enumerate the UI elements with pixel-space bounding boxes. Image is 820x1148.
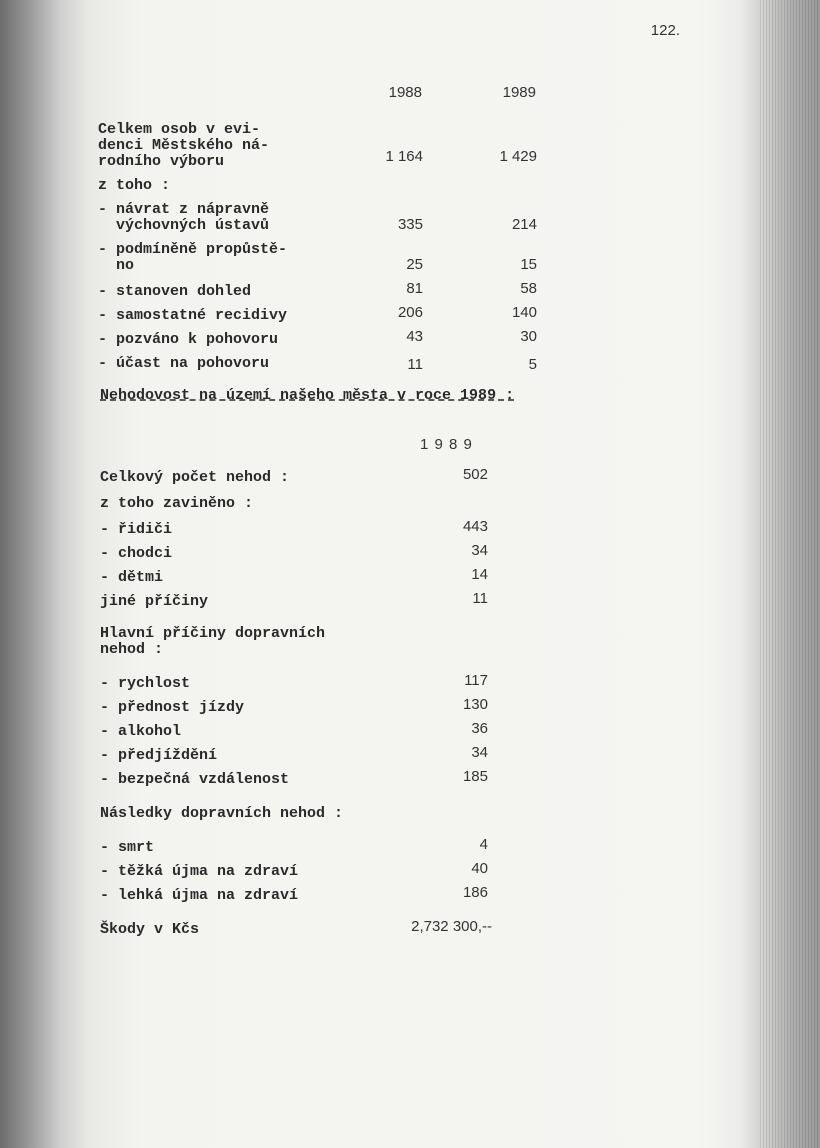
- row-value: 130: [462, 696, 488, 713]
- row-label: - smrt: [100, 839, 155, 856]
- row-value: 502: [462, 466, 488, 483]
- value-1988: 206: [397, 304, 423, 321]
- value-1989: 140: [511, 304, 537, 321]
- row-value: 11: [472, 590, 488, 607]
- row-label: z toho :: [98, 177, 171, 194]
- row-label: - chodci: [100, 545, 173, 562]
- page-edge: [760, 0, 820, 1148]
- row-label: - samostatné recidivy: [98, 307, 288, 324]
- row-label: - stanoven dohled: [98, 283, 252, 300]
- row-value: 34: [471, 542, 488, 559]
- row-value: 40: [471, 860, 488, 877]
- row-value: 4: [479, 836, 488, 853]
- value-1988: 335: [397, 216, 423, 233]
- row-label: - řidiči: [100, 521, 173, 538]
- value-1988: 43: [406, 328, 423, 345]
- row-value: 14: [471, 566, 488, 583]
- value-1988: 25: [406, 256, 423, 273]
- row-value: 117: [464, 672, 488, 689]
- row-value: 2,732 300,--: [411, 918, 492, 935]
- year-1988-header: 1988: [388, 84, 422, 101]
- value-1988: 81: [406, 280, 423, 297]
- row-label: Následky dopravních nehod :: [100, 805, 344, 822]
- value-1988: 1 164: [385, 148, 423, 165]
- value-1989: 5: [528, 356, 537, 373]
- row-label: Celkem osob v evi- denci Městského ná- rodního výboru: [98, 121, 270, 170]
- value-1989: 214: [511, 216, 537, 233]
- row-value: 34: [471, 744, 488, 761]
- row-label: - předjíždění: [100, 747, 218, 764]
- section-heading: Nehodovost na území našeho města v roce 1989 :: [100, 387, 515, 404]
- row-label: z toho zaviněno :: [100, 495, 254, 512]
- row-label: - rychlost: [100, 675, 191, 692]
- row-label: - účast na pohovoru: [98, 355, 270, 372]
- row-label: jiné příčiny: [100, 593, 209, 610]
- row-label: Škody v Kčs: [100, 921, 200, 938]
- row-label: - podmíněně propůstě- no: [98, 241, 288, 274]
- row-label: - dětmi: [100, 569, 164, 586]
- value-1989: 30: [520, 328, 537, 345]
- value-1989: 1 429: [499, 148, 537, 165]
- row-value: 36: [471, 720, 488, 737]
- row-label: Hlavní příčiny dopravních nehod :: [100, 625, 326, 658]
- page-number: 122.: [650, 22, 680, 39]
- row-label: - alkohol: [100, 723, 182, 740]
- row-label: - přednost jízdy: [100, 699, 245, 716]
- year-1989-heading: 1 9 8 9: [420, 436, 473, 453]
- row-value: 185: [462, 768, 488, 785]
- row-value: 186: [462, 884, 488, 901]
- row-label: - těžká újma na zdraví: [100, 863, 299, 880]
- row-label: - návrat z nápravně výchovných ústavů: [98, 201, 270, 234]
- row-label: - pozváno k pohovoru: [98, 331, 279, 348]
- row-value: 443: [462, 518, 488, 535]
- row-label: Celkový počet nehod :: [100, 469, 290, 486]
- value-1989: 15: [520, 256, 537, 273]
- year-1989-header: 1989: [502, 84, 536, 101]
- row-label: - bezpečná vzdálenost: [100, 771, 290, 788]
- row-label: - lehká újma na zdraví: [100, 887, 299, 904]
- value-1988: 11: [407, 356, 423, 373]
- value-1989: 58: [520, 280, 537, 297]
